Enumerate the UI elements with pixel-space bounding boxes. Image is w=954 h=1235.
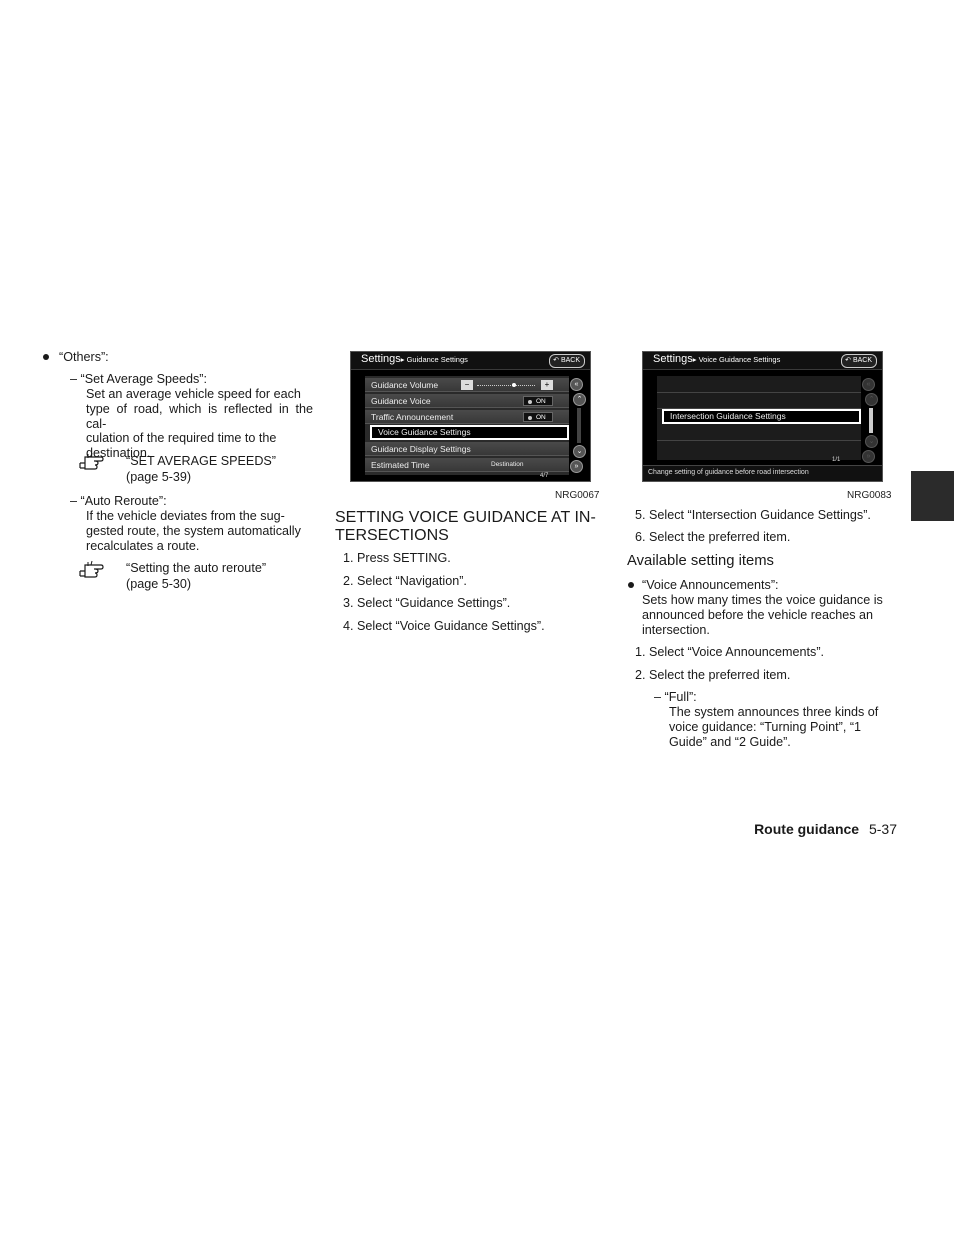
desc-line: Set an average vehicle speed for each	[86, 387, 301, 401]
others-label: “Others”:	[59, 350, 109, 364]
volume-plus-button[interactable]: +	[541, 380, 553, 390]
page-indicator: 4/7	[540, 473, 549, 479]
screen-title: Settings▸ Guidance Settings	[361, 353, 468, 365]
reference-set-average-speeds[interactable]	[126, 454, 276, 485]
scroll-down-icon[interactable]: ⌄	[573, 445, 586, 458]
scroll-bottom-icon[interactable]: »	[862, 450, 875, 463]
row-guidance-volume[interactable]: Guidance Volume − +	[365, 378, 569, 392]
section-heading	[335, 509, 596, 544]
reference-line: “SET AVERAGE SPEEDS”	[126, 454, 277, 468]
screen-title: Settings▸ Voice Guidance Settings	[653, 353, 781, 365]
desc-line: Sets how many times the voice guidance is	[642, 593, 883, 607]
help-text: Change setting of guidance before road intersection	[648, 469, 809, 476]
row-estimated-time[interactable]: Estimated Time Destination	[365, 458, 569, 472]
pointing-hand-icon	[79, 559, 109, 579]
screen-header	[351, 352, 590, 370]
scroll-up-icon[interactable]: ⌃	[573, 393, 586, 406]
desc-line: destination.	[86, 446, 151, 461]
full-option-title: – “Full”:	[654, 690, 697, 704]
list-divider	[657, 440, 861, 441]
volume-slider[interactable]	[477, 385, 535, 386]
list-divider	[657, 392, 861, 393]
reference-auto-reroute[interactable]	[126, 561, 266, 592]
row-traffic-announcement[interactable]: Traffic Announcement ON	[365, 410, 569, 424]
pointing-hand-icon	[79, 451, 109, 471]
full-option-desc	[669, 705, 897, 749]
traffic-announcement-toggle[interactable]: ON	[523, 412, 553, 422]
available-items-heading: Available setting items	[627, 553, 774, 569]
desc-line: culation of the required time to the	[86, 431, 277, 446]
screen-breadcrumb: ▸ Guidance Settings	[400, 355, 468, 364]
page-indicator: 1/1	[832, 457, 841, 463]
guidance-voice-toggle[interactable]: ON	[523, 396, 553, 406]
desc-line: recalculates a route.	[86, 538, 200, 553]
substep-2: 2. Select the preferred item.	[635, 668, 791, 682]
settings-list	[657, 376, 861, 460]
desc-line: The system announces three kinds of	[669, 705, 879, 719]
bullet-icon	[628, 582, 634, 588]
help-bar	[643, 465, 882, 481]
row-guidance-display-settings[interactable]: Guidance Display Settings	[365, 442, 569, 456]
step-1: 1. Press SETTING.	[343, 551, 451, 565]
set-average-speeds-title: – “Set Average Speeds”:	[70, 372, 207, 386]
row-guidance-voice[interactable]: Guidance Voice ON	[365, 394, 569, 408]
desc-line: intersection.	[642, 622, 710, 637]
guidance-settings-screenshot	[350, 351, 591, 482]
step-5: 5. Select “Intersection Guidance Settings”.	[635, 508, 871, 522]
scrollbar-track[interactable]	[869, 408, 873, 433]
scroll-up-icon[interactable]: ⌃	[865, 393, 878, 406]
set-average-speeds-desc	[86, 387, 313, 461]
voice-guidance-settings-screenshot	[642, 351, 883, 482]
row-voice-guidance-settings[interactable]: Voice Guidance Settings	[370, 425, 569, 440]
substep-1: 1. Select “Voice Announcements”.	[635, 645, 825, 659]
section-name: Route guidance	[754, 821, 860, 837]
screen-breadcrumb: ▸ Voice Guidance Settings	[692, 355, 781, 364]
reference-page: (page 5-30)	[126, 576, 192, 591]
volume-minus-button[interactable]: −	[461, 380, 473, 390]
desc-line: voice guidance: “Turning Point”, “1	[669, 719, 862, 734]
estimated-time-value: Destination	[491, 461, 524, 468]
step-6: 6. Select the preferred item.	[635, 530, 791, 544]
page-footer	[700, 821, 897, 838]
desc-line: gested route, the system automatically	[86, 523, 301, 538]
scrollbar-track[interactable]	[577, 408, 581, 443]
reference-page: (page 5-39)	[126, 469, 192, 484]
step-2: 2. Select “Navigation”.	[343, 574, 467, 588]
desc-line: announced before the vehicle reaches an	[642, 607, 874, 622]
back-button[interactable]: ↶ BACK	[549, 354, 585, 368]
auto-reroute-desc	[86, 509, 313, 553]
reference-line: “Setting the auto reroute”	[126, 561, 267, 575]
screen-header	[643, 352, 882, 370]
voice-announcements-title: “Voice Announcements”:	[642, 578, 779, 592]
page-number: 5-37	[868, 821, 897, 837]
figure-caption: NRG0083	[847, 490, 892, 501]
step-4: 4. Select “Voice Guidance Settings”.	[343, 619, 545, 633]
chapter-tab	[911, 471, 954, 521]
bullet-icon	[43, 354, 49, 360]
row-intersection-guidance-settings[interactable]: Intersection Guidance Settings	[662, 409, 861, 424]
figure-caption: NRG0067	[555, 490, 600, 501]
heading-line: TERSECTIONS	[335, 526, 449, 544]
scroll-down-icon[interactable]: ⌄	[865, 435, 878, 448]
back-button[interactable]: ↶ BACK	[841, 354, 877, 368]
desc-line: If the vehicle deviates from the sug-	[86, 509, 285, 523]
scroll-bottom-icon[interactable]: »	[570, 460, 583, 473]
volume-slider-knob[interactable]	[512, 383, 516, 387]
settings-list	[365, 376, 569, 475]
desc-line: Guide” and “2 Guide”.	[669, 734, 791, 749]
heading-line: SETTING VOICE GUIDANCE AT IN-	[335, 509, 596, 526]
step-3: 3. Select “Guidance Settings”.	[343, 596, 511, 610]
voice-announcements-desc	[642, 593, 897, 637]
scroll-top-icon[interactable]: «	[570, 378, 583, 391]
scroll-top-icon[interactable]: «	[862, 378, 875, 391]
auto-reroute-title: – “Auto Reroute”:	[70, 494, 167, 508]
desc-line: type of road, which is reflected in the cal-	[86, 401, 313, 431]
